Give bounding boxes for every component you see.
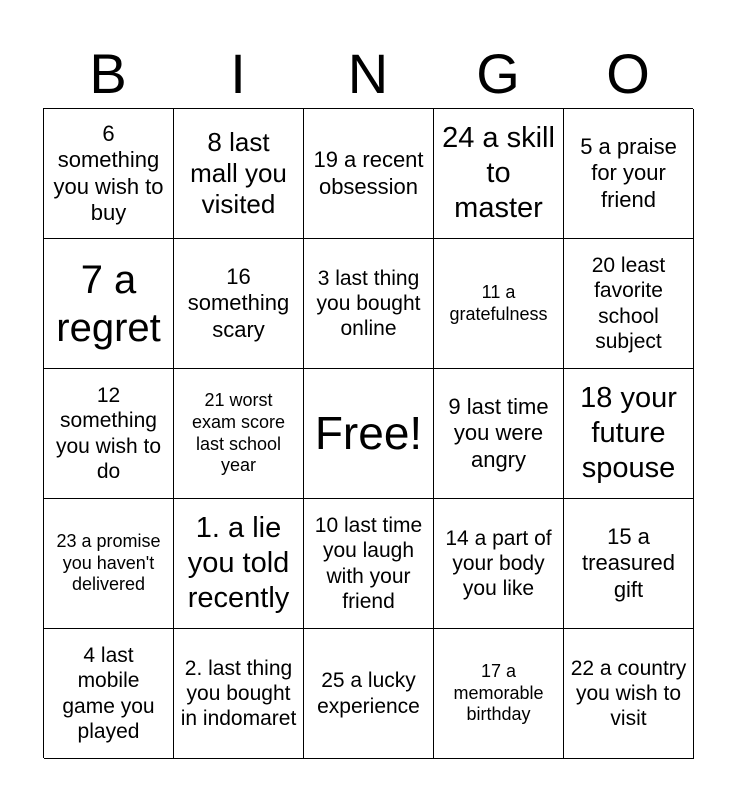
bingo-cell[interactable] — [44, 629, 174, 759]
bingo-cell[interactable] — [434, 369, 564, 499]
cell-text: 17 a memorable birthday — [453, 661, 544, 725]
cell-text: 10 last time you laugh with your friend — [314, 514, 423, 613]
bingo-cell[interactable] — [304, 109, 434, 239]
cell-text: 3 last thing you bought online — [316, 266, 421, 341]
cell-text: 16 something scary — [187, 263, 290, 342]
bingo-cell[interactable] — [174, 629, 304, 759]
bingo-cell[interactable] — [434, 109, 564, 239]
bingo-cell[interactable] — [564, 109, 694, 239]
cell-text: 9 last time you were angry — [448, 393, 549, 472]
header-letter-i: I — [230, 42, 246, 105]
free-space-cell[interactable] — [304, 369, 434, 499]
header-letter-g: G — [476, 42, 520, 105]
header-letter-o: O — [606, 42, 650, 105]
bingo-cell[interactable] — [174, 239, 304, 369]
bingo-cell[interactable] — [564, 369, 694, 499]
bingo-cell[interactable] — [304, 499, 434, 629]
cell-text: 15 a treasured gift — [582, 523, 675, 602]
bingo-cell[interactable] — [44, 109, 174, 239]
bingo-cell[interactable] — [564, 239, 694, 369]
cell-text: 25 a lucky experience — [317, 669, 420, 718]
cell-text: 4 last mobile game you played — [62, 644, 155, 743]
bingo-cell[interactable] — [564, 499, 694, 629]
cell-text: 20 least favorite school subject — [591, 254, 666, 353]
bingo-cell[interactable] — [44, 369, 174, 499]
cell-text: 22 a country you wish to visit — [570, 656, 687, 731]
bingo-cell[interactable] — [44, 499, 174, 629]
bingo-cell[interactable] — [174, 109, 304, 239]
cell-text: 19 a recent obsession — [313, 147, 424, 199]
cell-text: 6 something you wish to buy — [53, 120, 164, 225]
cell-text: 11 a gratefulness — [449, 281, 548, 324]
cell-text: 1. a lie you told recently — [187, 512, 290, 614]
cell-text: 23 a promise you haven't delivered — [56, 531, 161, 595]
bingo-cell[interactable] — [174, 499, 304, 629]
bingo-cell[interactable] — [44, 239, 174, 369]
cell-text: 21 worst exam score last school year — [191, 390, 286, 476]
bingo-cell[interactable] — [434, 239, 564, 369]
bingo-cell[interactable] — [564, 629, 694, 759]
bingo-board — [43, 108, 693, 758]
bingo-cell[interactable] — [434, 629, 564, 759]
cell-text: 7 a regret — [56, 257, 161, 350]
bingo-header — [43, 40, 693, 108]
cell-text: 8 last mall you visited — [190, 126, 287, 220]
cell-text: 24 a skill to master — [442, 122, 555, 224]
free-space-text: Free! — [314, 406, 423, 459]
cell-text: 18 your future spouse — [580, 382, 677, 484]
header-letter-b: B — [89, 42, 127, 105]
cell-text: 12 something you wish to do — [55, 384, 162, 483]
header-letter-n: N — [347, 42, 389, 105]
bingo-cell[interactable] — [434, 499, 564, 629]
cell-text: 5 a praise for your friend — [580, 133, 677, 212]
cell-text: 2. last thing you bought in indomaret — [180, 656, 297, 731]
bingo-cell[interactable] — [174, 369, 304, 499]
bingo-cell[interactable] — [304, 239, 434, 369]
bingo-cell[interactable] — [304, 629, 434, 759]
cell-text: 14 a part of your body you like — [445, 526, 552, 601]
